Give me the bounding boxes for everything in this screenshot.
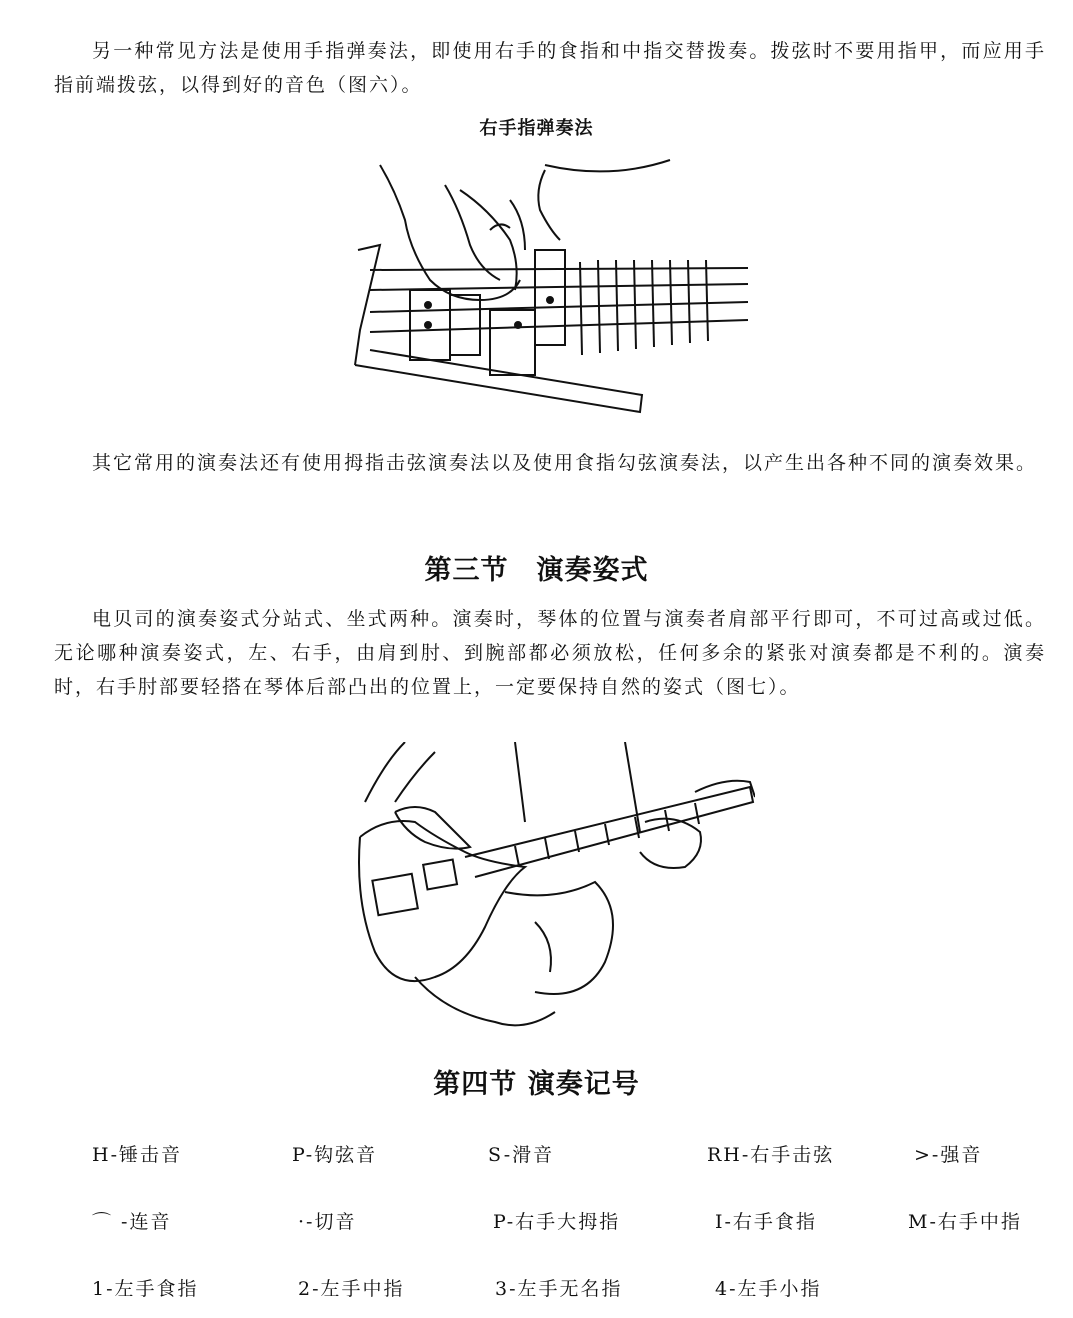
symbol-pull-off: P-钩弦音 <box>292 1144 378 1166</box>
symbol-legato: ⌒ -连音 <box>92 1211 172 1233</box>
symbol-accent: >-强音 <box>914 1144 983 1166</box>
symbol-hammer-on: H-锤击音 <box>92 1144 182 1166</box>
symbol-slide: S-滑音 <box>488 1144 555 1166</box>
section-heading-posture: 第三节 演奏姿式 <box>424 555 649 586</box>
symbol-left-ring: 3-左手无名指 <box>495 1278 623 1300</box>
paragraph-other-techniques: 其它常用的演奏法还有使用拇指击弦演奏法以及使用食指勾弦演奏法，以产生出各种不同的演奏效果。 <box>92 452 1038 474</box>
symbol-right-middle: M-右手中指 <box>908 1211 1022 1233</box>
seated-player-illustration <box>355 742 755 1042</box>
symbol-right-hand-tap: RH-右手击弦 <box>707 1144 835 1166</box>
figure-caption: 右手指弹奏法 <box>479 118 594 139</box>
hand-plucking-illustration <box>350 150 750 430</box>
symbol-left-middle: 2-左手中指 <box>298 1278 405 1300</box>
symbol-staccato: ·-切音 <box>298 1211 357 1233</box>
symbol-left-index: 1-左手食指 <box>92 1278 199 1300</box>
symbol-right-thumb: P-右手大拇指 <box>493 1211 621 1233</box>
symbol-left-pinky: 4-左手小指 <box>715 1278 822 1300</box>
paragraph-finger-technique: 另一种常见方法是使用手指弹奏法，即使用右手的食指和中指交替拨奏。拨弦时不要用指甲，而应用手指前端拨弦，以得到好的音色（图六）。 <box>54 40 1046 96</box>
symbol-right-index: I-右手食指 <box>715 1211 817 1233</box>
paragraph-posture: 电贝司的演奏姿式分站式、坐式两种。演奏时，琴体的位置与演奏者肩部平行即可，不可过高或过低。无论哪种演奏姿式，左、右手，由肩到肘、到腕部都必须放松，任何多余的紧张对演奏都是不利的。演奏时，右手肘部要轻搭在琴体后部凸出的位置上，一定要保持自然的姿式（图七）。 <box>54 608 1046 698</box>
section-heading-notation: 第四节 演奏记号 <box>433 1069 640 1100</box>
